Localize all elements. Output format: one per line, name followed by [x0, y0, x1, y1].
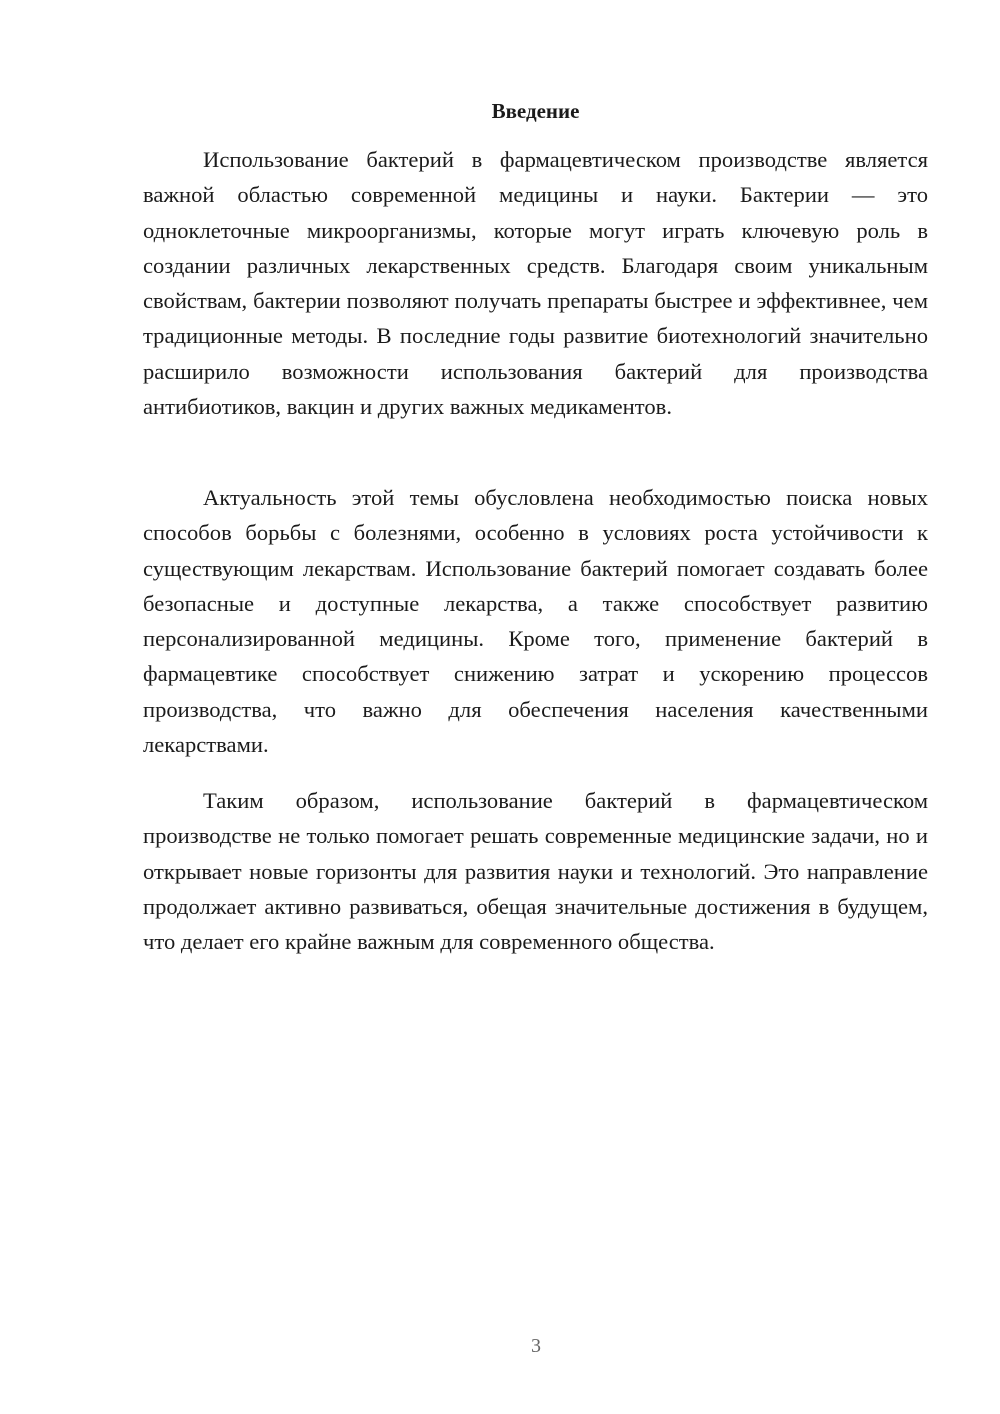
paragraph-relevance: Актуальность этой темы обусловлена необходимостью поиска новых способов борьбы с болезнями, особенно в условиях роста устойчивости к существующим лекарствам. Использование бактерий помогает создавать более безопасные и доступные лекарства, а также способствует развитию персонализированной медицины. Кроме того, применение бактерий в фармацевтике способствует снижению затрат и ускорению процессов производства, что важно для обеспечения населения качественными лекарствами.: [143, 485, 928, 758]
paragraph-conclusion: Таким образом, использование бактерий в фармацевтическом производстве не только помогает решать современные медицинские задачи, но и открывает новые горизонты для развития науки и технологий. Это направление продолжает активно развиваться, обещая значительные достижения в будущем, что делает его крайне важным для современного общества.: [143, 788, 928, 955]
page-number: 3: [531, 1335, 541, 1357]
paragraph-intro: Использование бактерий в фармацевтическом производстве является важной областью современной медицины и науки. Бактерии — это одноклеточные микроорганизмы, которые могут играть ключевую роль в создании различных лекарственных средств. Благодаря своим уникальным свойствам, бактерии позволяют получать препараты быстрее и эффективнее, чем традиционные методы. В последние годы развитие биотехнологий значительно расширило возможности использования бактерий для производства антибиотиков, вакцин и других важных медикаментов.: [143, 147, 928, 420]
section-heading: Введение: [491, 99, 580, 123]
